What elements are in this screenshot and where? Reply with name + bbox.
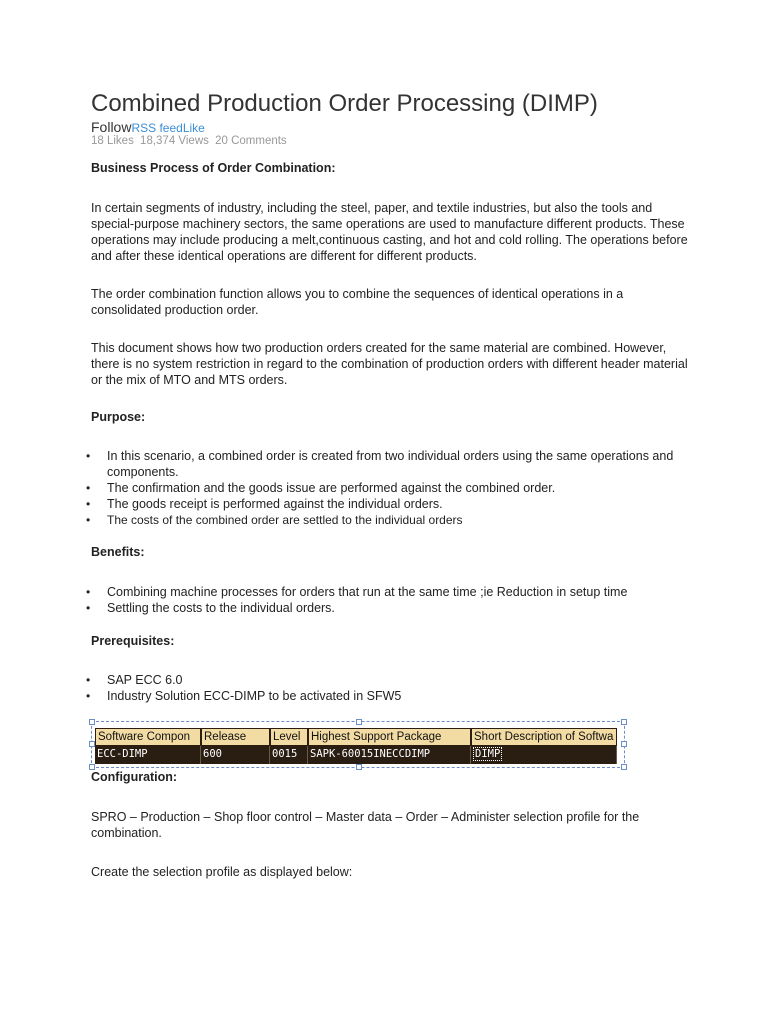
resize-handle[interactable] bbox=[621, 719, 627, 725]
resize-handle[interactable] bbox=[356, 764, 362, 770]
list-item: • The costs of the combined order are settled to the individual orders bbox=[91, 512, 691, 528]
sap-component-table-image bbox=[91, 721, 625, 768]
prerequisites-list bbox=[91, 672, 691, 704]
business-paragraph-2: The order combination function allows you to combine the sequences of identical operations in a consolidated production order. bbox=[91, 287, 624, 317]
resize-handle[interactable] bbox=[621, 764, 627, 770]
purpose-heading: Purpose: bbox=[91, 410, 146, 424]
resize-handle[interactable] bbox=[356, 719, 362, 725]
table-cell-value: DIMP bbox=[475, 748, 501, 760]
list-item: • In this scenario, a combined order is created from two individual orders using the same operations and components. bbox=[91, 448, 691, 480]
table-header-cell: Short Description of Softwa bbox=[471, 728, 617, 746]
business-paragraph-3: This document shows how two production orders created for the same material are combined. However, there is no system restriction in regard to the combination of production orders with different header material or the mix of MTO and MTS orders. bbox=[91, 341, 688, 387]
list-item: • Combining machine processes for orders that run at the same time ;ie Reduction in setup time bbox=[91, 584, 691, 600]
list-item: • The goods receipt is performed against the individual orders. bbox=[91, 496, 691, 512]
follow-row bbox=[91, 119, 205, 135]
resize-handle[interactable] bbox=[621, 741, 627, 747]
prerequisites-heading: Prerequisites: bbox=[91, 634, 175, 648]
like-link[interactable]: Like bbox=[182, 121, 205, 135]
rss-feed-link[interactable]: RSS feed bbox=[131, 121, 183, 135]
table-header-cell: Software Compon bbox=[95, 728, 201, 746]
business-heading: Business Process of Order Combination: bbox=[91, 161, 336, 175]
sap-table-grid bbox=[95, 728, 617, 764]
configuration-heading: Configuration: bbox=[91, 770, 178, 784]
resize-handle[interactable] bbox=[89, 719, 95, 725]
list-item: • Settling the costs to the individual orders. bbox=[91, 600, 691, 616]
list-item: • The confirmation and the goods issue are performed against the combined order. bbox=[91, 480, 691, 496]
benefits-heading: Benefits: bbox=[91, 545, 145, 559]
views-count: 18,374 Views bbox=[140, 135, 209, 147]
list-item: • SAP ECC 6.0 bbox=[91, 672, 691, 688]
table-header-row bbox=[95, 728, 617, 746]
table-cell: ECC-DIMP bbox=[95, 746, 201, 764]
page-title: Combined Production Order Processing (DIMP) bbox=[91, 90, 598, 117]
purpose-list bbox=[91, 448, 691, 528]
benefits-list bbox=[91, 584, 691, 616]
business-paragraph-1: In certain segments of industry, including the steel, paper, and textile industries, but also the tools and special-purpose machinery sectors, the same operations are used to manufacture different products. These operations may include producing a melt,continuous casting, and hot and cold rolling. The operations before and after these identical operations are different for different products. bbox=[91, 201, 688, 263]
article-stats bbox=[91, 135, 290, 147]
table-header-cell: Release bbox=[201, 728, 270, 746]
table-cell: SAPK-60015INECCDIMP bbox=[308, 746, 471, 764]
likes-count: 18 Likes bbox=[91, 135, 134, 147]
table-row bbox=[95, 746, 617, 764]
configuration-paragraph-1: SPRO – Production – Shop floor control – Master data – Order – Administer selection profile for the combination. bbox=[91, 810, 640, 840]
list-item: • Industry Solution ECC-DIMP to be activated in SFW5 bbox=[91, 688, 691, 704]
table-cell: 0015 bbox=[270, 746, 308, 764]
table-header-cell: Level bbox=[270, 728, 308, 746]
table-cell bbox=[471, 746, 617, 764]
follow-link[interactable]: Follow bbox=[91, 119, 132, 135]
resize-handle[interactable] bbox=[89, 764, 95, 770]
table-header-cell: Highest Support Package bbox=[308, 728, 471, 746]
configuration-paragraph-2: Create the selection profile as displayed below: bbox=[91, 865, 353, 879]
table-cell: 600 bbox=[201, 746, 270, 764]
comments-count[interactable]: 20 Comments bbox=[215, 135, 287, 147]
